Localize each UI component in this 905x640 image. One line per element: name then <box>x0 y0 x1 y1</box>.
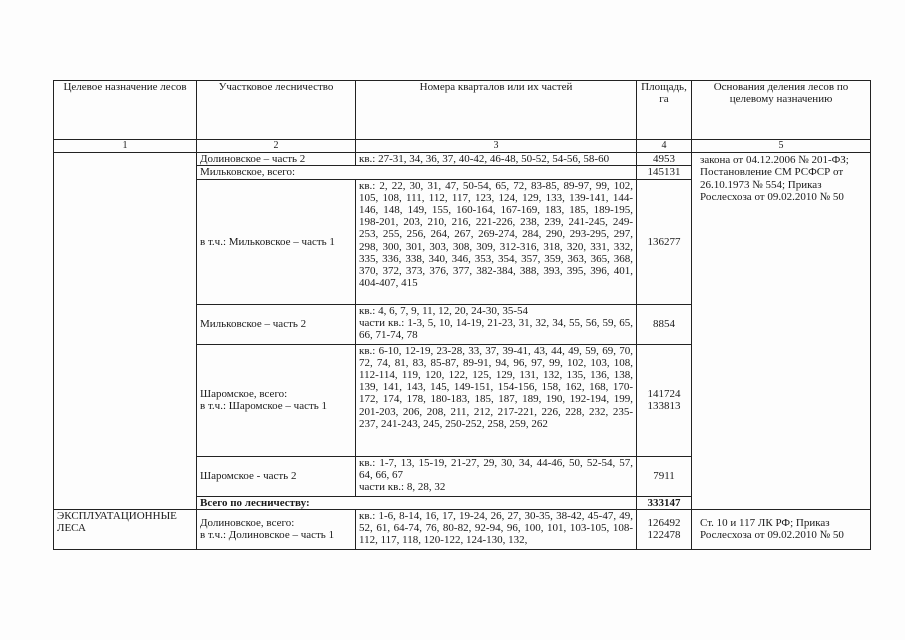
column-number-row <box>54 140 871 153</box>
quarters-cell: кв.: 27-31, 34, 36, 37, 40-42, 46-48, 50-52, 54-56, 58-60 <box>356 153 637 166</box>
area-part: 133813 <box>647 400 681 413</box>
quarters-line: кв.: 1-7, 13, 15-19, 21-27, 29, 30, 34, 44-46, 50, 52-54, 57, 64, 66, 67 <box>359 456 633 481</box>
purpose-cell-protective <box>54 153 197 510</box>
forestry-cell: в т.ч.: Мильковское – часть 1 <box>197 179 356 304</box>
forestry-cell <box>197 344 356 456</box>
quarters-cell: кв.: 1-6, 8-14, 16, 17, 19-24, 26, 27, 30-35, 38-42, 45-47, 49, 52, 61, 64-74, 76, 80-82, 92-94, 96, 100, 101, 103-105, 108-112, 117, 118, 120-122, 124-130, 132, <box>356 509 637 549</box>
forestry-part-label: в т.ч.: Шаромское – часть 1 <box>200 400 328 413</box>
col-number-4: 4 <box>637 140 692 153</box>
quarters-cell <box>356 304 637 344</box>
area-cell: 4953 <box>637 153 692 166</box>
basis-cell-exploitation: Ст. 10 и 117 ЛК РФ; Приказ Рослесхоза от 09.02.2010 № 50 <box>692 509 871 549</box>
area-total: 141724 <box>647 387 681 400</box>
forestry-total-label: Шаромское, всего: <box>200 387 288 400</box>
forestry-cell: Долиновское – часть 2 <box>197 153 356 166</box>
col-number-1: 1 <box>54 140 197 153</box>
table-row <box>54 153 871 166</box>
forestry-grand-total-label: Всего по лесничеству: <box>197 496 637 509</box>
table-header-row <box>54 81 871 140</box>
col-number-3: 3 <box>356 140 637 153</box>
forestry-cell: Мильковское – часть 2 <box>197 304 356 344</box>
purpose-cell-exploitation: ЭКСПЛУАТАЦИОННЫЕ ЛЕСА <box>54 509 197 549</box>
header-basis: Основания деления лесов по целевому назначению <box>692 81 871 140</box>
forestry-total-cell: Мильковское, всего: <box>197 166 637 179</box>
area-cell <box>637 509 692 549</box>
forestry-cell: Шаромское - часть 2 <box>197 456 356 496</box>
table-row <box>54 509 871 549</box>
basis-cell-protective: закона от 04.12.2006 № 201-ФЗ; Постановление СМ РСФСР от 26.10.1973 № 554; Приказ Рослесхоза от 09.02.2010 № 50 <box>692 153 871 510</box>
area-part: 122478 <box>647 529 681 542</box>
area-grand-total: 333147 <box>637 496 692 509</box>
forestry-cell <box>197 509 356 549</box>
header-quarters: Номера кварталов или их частей <box>356 81 637 140</box>
quarters-cell <box>356 456 637 496</box>
area-cell: 145131 <box>637 166 692 179</box>
quarters-cell: кв.: 2, 22, 30, 31, 47, 50-54, 65, 72, 83-85, 89-97, 99, 102, 105, 108, 111, 112, 117, 123, 124, 129, 133, 139-141, 144-146, 148, 149, 155, 160-164, 167-169, 183, 185, 189-195, 198-201, 203, 210, 216, 221-226, 238, 239, 241-245, 249-253, 255, 256, 264, 267, 269-274, 284, 290, 293-295, 297, 298, 300, 301, 303, 308, 309, 312-316, 318, 320, 331, 332, 335, 336, 338, 340, 346, 353, 354, 357, 359, 363, 365, 368, 370, 372, 373, 376, 377, 382-384, 388, 393, 395, 396, 401, 404-407, 415 <box>356 179 637 304</box>
quarters-line: кв.: 4, 6, 7, 9, 11, 12, 20, 24-30, 35-54 <box>359 304 529 317</box>
forestry-part-label: в т.ч.: Долиновское – часть 1 <box>200 529 335 542</box>
area-cell: 7911 <box>637 456 692 496</box>
header-forestry: Участковое лесничество <box>197 81 356 140</box>
forestry-total-label: Долиновское, всего: <box>200 517 295 530</box>
partial-quarters-line: части кв.: 1-3, 5, 10, 14-19, 21-23, 31, 32, 34, 55, 56, 59, 65, 66, 71-74, 78 <box>359 316 633 342</box>
header-area: Площадь, га <box>637 81 692 140</box>
forest-purpose-table <box>53 80 871 550</box>
col-number-5: 5 <box>692 140 871 153</box>
area-cell: 8854 <box>637 304 692 344</box>
area-cell <box>637 344 692 456</box>
partial-quarters-line: части кв.: 8, 28, 32 <box>359 481 446 494</box>
col-number-2: 2 <box>197 140 356 153</box>
header-purpose: Целевое назначение лесов <box>54 81 197 140</box>
area-total: 126492 <box>647 517 681 530</box>
area-cell: 136277 <box>637 179 692 304</box>
quarters-cell: кв.: 6-10, 12-19, 23-28, 33, 37, 39-41, 43, 44, 49, 59, 69, 70, 72, 74, 81, 83, 85-87, 89-91, 94, 96, 97, 99, 102, 103, 108, 112-114, 119, 120, 122, 125, 129, 131, 132, 135, 136, 138, 139, 141, 143, 145, 149-151, 154-156, 158, 162, 168, 170-172, 174, 178, 180-183, 185, 187, 189, 190, 192-194, 199, 201-203, 206, 208, 211, 212, 217-221, 226, 228, 232, 235-237, 241-243, 245, 250-252, 258, 259, 262 <box>356 344 637 456</box>
